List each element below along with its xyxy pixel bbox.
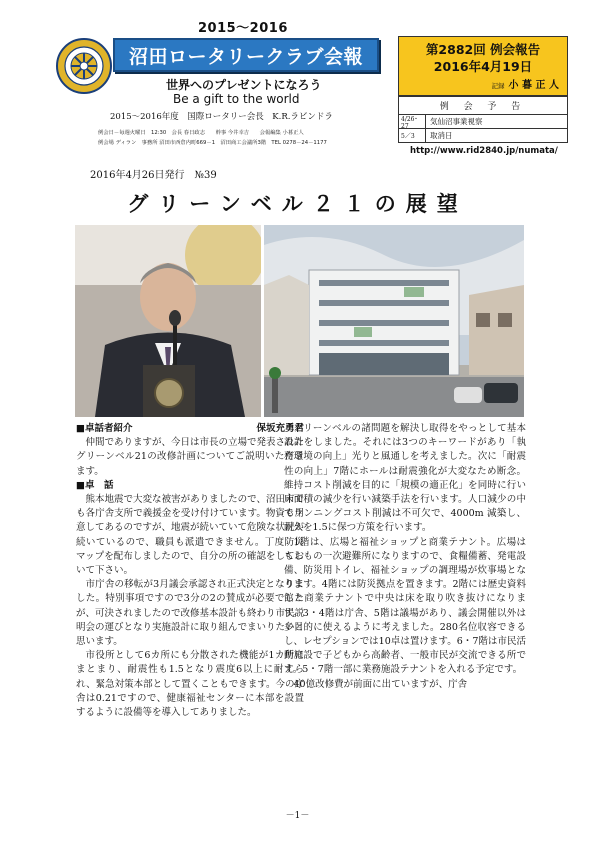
ri-president-line: 2015～2016年度 国際ロータリー会長 K.R.ラビンドラ <box>110 112 333 122</box>
intro-section-title: ■卓話者紹介 <box>76 423 133 434</box>
newsletter-title-banner <box>113 38 379 72</box>
rotary-logo-icon <box>55 37 113 95</box>
club-info-line-2: 例会場 ディラン 事務所 沼田市西倉内町669－1 沼田商工会議所3階 TEL 0278－24－1177 <box>98 140 327 146</box>
fiscal-years: 2015～2016 <box>198 21 288 36</box>
recorder-label: 記録 <box>491 82 505 90</box>
body-paragraph: 市役所として6カ所にも分散された機能が1カ所にまとまり、耐震性も1.5となり震度6以上に耐えられ、緊急対策本部として置くこともできます。今の庁舎は0.21ですので、健康福祉センターに本部を設置するように設備等を導入してありました。 <box>76 650 304 719</box>
club-info-line-1: 例会日－毎週火曜日 12:30 会長 春日政志 幹事 今井幸吉 会報編集 小暮正人 <box>98 130 304 136</box>
body-paragraph: 1階は、広場と福祉ショップと商業テナント。広場はもしもの一次避難所になりますので、食糧備蓄、発電設備、防災用トイレ、福祉ショップの調理場が炊事場となります。4階には防災拠点を置きます。2階には歴史資料館と商業テナントで中央は床を取り吹き抜けになります。3・4階は庁舎、5階は議場があり、議会開催以外は多目的に使えるように考えました。280名位収容できるし、レセプションでは10卓は置けます。6・7階は市民活動施設で子どもから高齢者、一般市民が交流できる所です。5・7階一部に業務施設テナントを入れる予定です。 <box>284 536 526 676</box>
body-paragraph: 40億改修費が前面に出ていますが、庁舎 <box>293 678 468 690</box>
recorder <box>492 76 559 91</box>
schedule-event: 取消日 <box>430 131 453 140</box>
club-website-link[interactable]: http://www.rid2840.jp/numata/ <box>410 146 558 156</box>
schedule-row <box>399 129 567 142</box>
schedule-row <box>399 115 567 129</box>
intro-paragraph: 仲間でありますが、今日は市長の立場で発表されたグリーンベル21の改修計画についてご説明いただきます。 <box>76 437 305 477</box>
body-paragraph: 市庁舎の移転が3月議会承認され正式決定となりました。特別事項ですので3分の2の賛成が必要でしたが、可決されましたので改修基本設計も終わり市民説明会の運びとなり実施設計に取り組んでまいりたいと思います。 <box>76 579 305 648</box>
article-left-column <box>76 422 304 720</box>
body-paragraph: グリーンベルの諸問題を解決し取得をやっとして基本設計をしました。それには3つのキーワードがあり「執務環境の向上」光りと風通しを考えました。次に「耐震性の向上」7階にホールは耐震強化が大変なため断念。維持コスト削減を目的に「規模の適正化」を同時に行い床面積の減少を行い減築手法を行います。人口減少の中でランニングコスト削減は不可欠で、4000m 減築し、耐久を1.5に保つ方策を行います。 <box>284 423 526 534</box>
body-paragraph: 熊本地震で大変な被害がありましたので、沼田市でも各庁舎支所で義援金を受け付けています。物資も用意してあるのですが、地震が続いていて危険な状況が続いているので、職員も派遣できません。丁度防災マップを配布しましたので、自分の所の確認をしておいて下さい。 <box>76 494 305 577</box>
meeting-report-box <box>398 36 568 96</box>
article-right-column <box>284 422 526 692</box>
schedule-date: 5／3 <box>399 129 426 142</box>
speaker-intro-header <box>76 422 304 436</box>
building-rendering-photo <box>264 225 524 417</box>
newsletter-title: 沼田ロータリークラブ会報 <box>128 45 363 68</box>
schedule-event: 気仙沼事業視察 <box>430 117 483 126</box>
issue-line: 2016年4月26日発行 №39 <box>90 170 217 181</box>
recorder-name: 小 暮 正 人 <box>508 80 559 91</box>
speaker-photo <box>75 225 261 417</box>
motto-english: Be a gift to the world <box>173 92 300 106</box>
schedule-date: 4/26･27 <box>399 115 426 128</box>
talk-section-title: ■卓 話 <box>76 479 114 491</box>
schedule-heading: 例 会 予 告 <box>399 97 567 115</box>
meeting-number: 第2882回 例会報告 <box>425 42 541 57</box>
article-heading: グリーンベル２１の展望 <box>127 191 468 216</box>
motto-japanese: 世界へのプレゼントになろう <box>166 78 322 92</box>
page-number: －1－ <box>285 811 310 821</box>
meeting-date: 2016年4月19日 <box>433 59 533 74</box>
schedule-box <box>398 96 568 143</box>
speaker-name: 保坂充勇君 <box>256 423 304 434</box>
